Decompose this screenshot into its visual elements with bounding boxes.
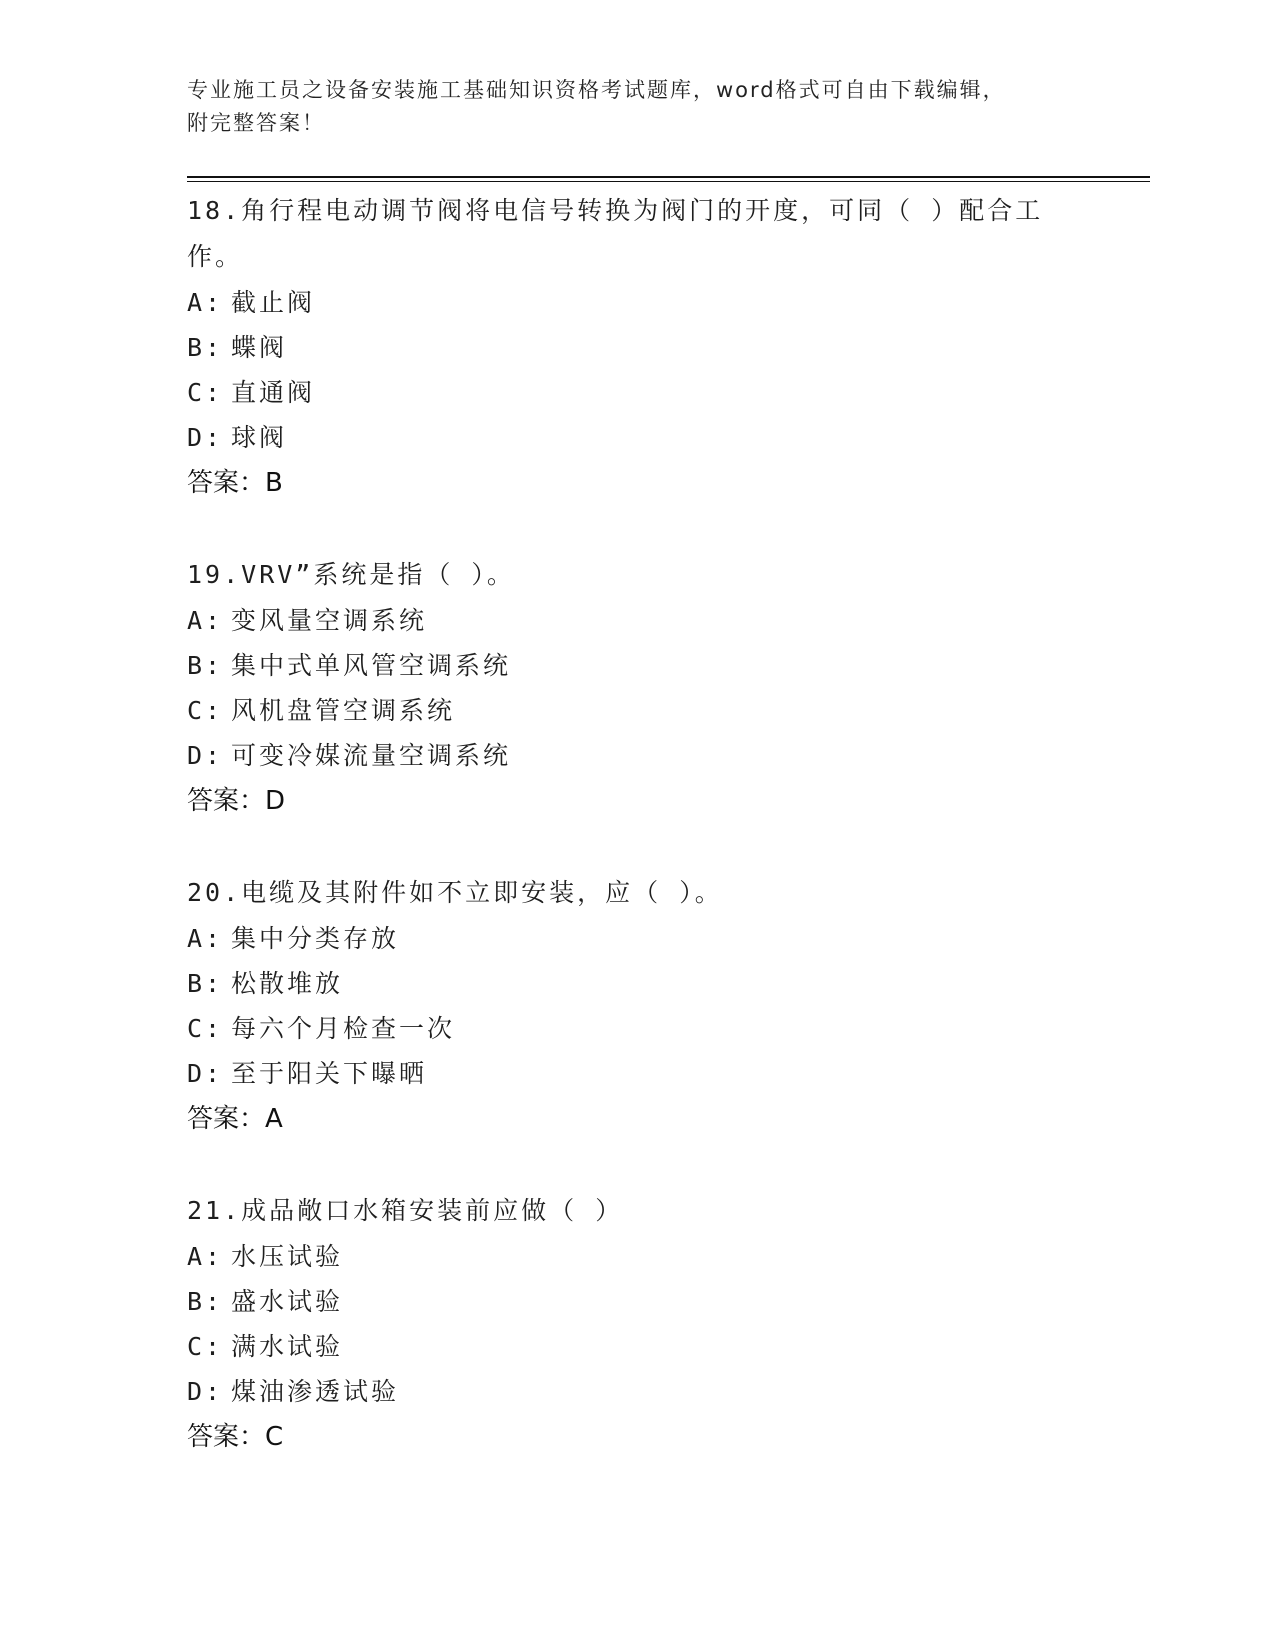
option-text: 集中式单风管空调系统 — [231, 651, 512, 680]
option-c — [187, 1006, 1077, 1051]
option-letter: C: — [187, 378, 224, 407]
option-letter: D: — [187, 741, 224, 770]
option-letter: C: — [187, 1014, 224, 1043]
answer-line: 答案：B — [187, 468, 283, 498]
option-text: 可变冷媒流量空调系统 — [231, 741, 512, 770]
question-text: 电缆及其附件如不立即安装，应（ ）。 — [241, 878, 723, 907]
option-letter: A: — [187, 1242, 224, 1271]
question-text: VRV”系统是指（ ）。 — [241, 560, 515, 589]
question-21 — [187, 1188, 1077, 1460]
option-a — [187, 598, 1077, 643]
option-letter: B: — [187, 1287, 224, 1316]
answer-line: 答案：C — [187, 1422, 284, 1452]
option-b — [187, 643, 1077, 688]
question-stem — [187, 870, 1077, 916]
option-text: 直通阀 — [231, 378, 316, 407]
header-line-1: 专业施工员之设备安装施工基础知识资格考试题库，word格式可自由下载编辑， — [187, 78, 1006, 102]
question-number: 19. — [187, 560, 242, 589]
option-letter: A: — [187, 924, 224, 953]
option-c — [187, 370, 1077, 415]
option-letter: C: — [187, 696, 224, 725]
option-a — [187, 1234, 1077, 1279]
option-letter: B: — [187, 969, 224, 998]
question-19 — [187, 552, 1077, 824]
question-text: 角行程电动调节阀将电信号转换为阀门的开度，可同（ ）配合工作。 — [187, 196, 1044, 271]
question-number: 20. — [187, 878, 242, 907]
option-text: 蝶阀 — [231, 333, 288, 362]
option-text: 风机盘管空调系统 — [231, 696, 456, 725]
option-c — [187, 688, 1077, 733]
header-divider-thick — [187, 176, 1150, 178]
option-text: 水压试验 — [231, 1242, 344, 1271]
question-stem — [187, 188, 1077, 280]
question-number: 18. — [187, 196, 242, 225]
option-c — [187, 1324, 1077, 1369]
answer-line: 答案：D — [187, 786, 286, 816]
option-a — [187, 916, 1077, 961]
option-text: 每六个月检查一次 — [231, 1014, 456, 1043]
option-text: 煤油渗透试验 — [231, 1377, 400, 1406]
question-20 — [187, 870, 1077, 1142]
document-header — [187, 74, 1067, 140]
option-b — [187, 961, 1077, 1006]
option-text: 盛水试验 — [231, 1287, 344, 1316]
question-number: 21. — [187, 1196, 242, 1225]
option-letter: C: — [187, 1332, 224, 1361]
question-stem — [187, 1188, 1077, 1234]
option-text: 球阀 — [231, 423, 288, 452]
option-text: 满水试验 — [231, 1332, 344, 1361]
question-18 — [187, 188, 1077, 506]
answer-line: 答案：A — [187, 1104, 283, 1134]
option-text: 至于阳关下曝晒 — [231, 1059, 428, 1088]
option-text: 变风量空调系统 — [231, 606, 428, 635]
header-divider-thin — [187, 181, 1150, 182]
option-b — [187, 325, 1077, 370]
option-text: 松散堆放 — [231, 969, 344, 998]
option-d — [187, 733, 1077, 778]
option-d — [187, 1369, 1077, 1414]
option-letter: D: — [187, 423, 224, 452]
question-list — [187, 188, 1077, 1506]
option-letter: B: — [187, 651, 224, 680]
option-letter: A: — [187, 606, 224, 635]
question-text: 成品敞口水箱安装前应做（ ） — [241, 1196, 624, 1225]
option-d — [187, 415, 1077, 460]
option-letter: D: — [187, 1059, 224, 1088]
option-text: 截止阀 — [231, 288, 316, 317]
option-b — [187, 1279, 1077, 1324]
option-a — [187, 280, 1077, 325]
question-stem — [187, 552, 1077, 598]
option-letter: D: — [187, 1377, 224, 1406]
option-text: 集中分类存放 — [231, 924, 400, 953]
header-line-2: 附完整答案！ — [187, 111, 325, 135]
option-letter: B: — [187, 333, 224, 362]
option-letter: A: — [187, 288, 224, 317]
option-d — [187, 1051, 1077, 1096]
